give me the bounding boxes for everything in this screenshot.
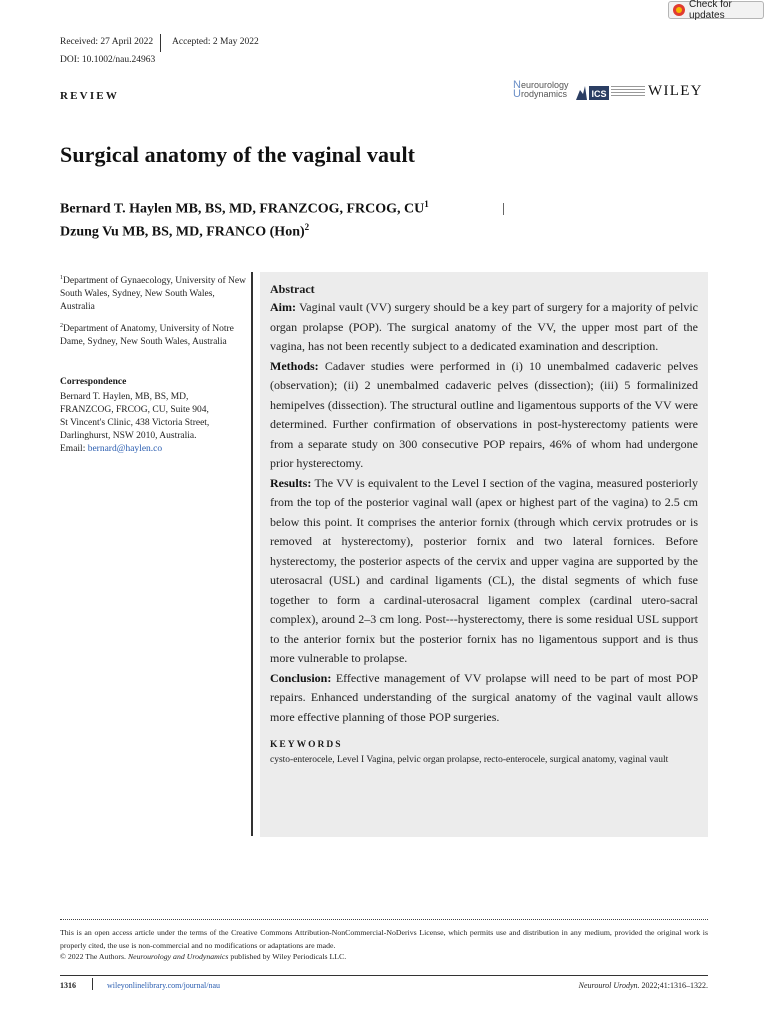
abstract-conclusion: [270, 669, 698, 728]
society-logo-lines: [611, 86, 645, 98]
abstract-results: [270, 474, 698, 669]
author-1: [60, 199, 429, 218]
correspondence-address: Bernard T. Haylen, MB, BS, MD, FRANZCOG, FRCOG, CU, Suite 904, St Vincent's Clinic, 438 Victoria Street, Darlinghurst, NSW 2010, Australia.: [60, 392, 210, 441]
doi: DOI: 10.1002/nau.24963: [60, 55, 156, 65]
abstract-box: [260, 272, 708, 837]
affiliation-2: [60, 320, 250, 349]
conclusion-text: Effective management of VV prolapse will need to be part of most POP repairs. Enhanced understanding of the surgical anatomy of the vaginal vault allows more effective planning of those POP surgeries.: [270, 670, 698, 724]
copyright: [60, 952, 346, 961]
affiliation-1: [60, 272, 250, 314]
aim-label: Aim:: [270, 300, 296, 314]
copyright-suffix: published by Wiley Periodicals LLC.: [228, 952, 347, 961]
footer-rule: [60, 975, 708, 976]
copyright-prefix: © 2022 The Authors.: [60, 952, 128, 961]
footer-divider: [60, 919, 708, 920]
citation-journal: Neurourol Urodyn.: [578, 981, 640, 990]
affiliation-text: Department of Anatomy, University of Notre Dame, Sydney, New South Wales, Australia: [60, 324, 234, 348]
aim-text: Vaginal vault (VV) surgery should be a key part of surgery for a majority of pelvic organ prolapse (POP). The surgical anatomy of the VV, the upper most part of the vagina, has not been recently subject to a dedicated examination and description.: [270, 300, 698, 353]
correspondence-heading: Correspondence: [60, 377, 127, 387]
citation-volume: 2022;41:1316–1322.: [639, 981, 708, 990]
article-title: Surgical anatomy of the vaginal vault: [60, 142, 416, 167]
email-link[interactable]: bernard@haylen.co: [87, 444, 163, 454]
keywords: cysto-enterocele, Level I Vagina, pelvic organ prolapse, recto-enterocele, surgical anatomy, vaginal vault: [270, 755, 669, 765]
divider: [160, 34, 161, 52]
results-text: The VV is equivalent to the Level I section of the vagina, measured posteriorly from the top of the posterior vaginal wall (apex or highest part of the vagina) to 2.5 cm below this point. It comprises the anterior fornix (through which cervix protrudes or is removed at hysterectomy), posterior fornix and two lateral fornices. Before hysterectomy, the posterior aspects of the cervix and upper vagina are supported by the uterosacral (USL) and cardinal ligaments (CL), the distal segments of which fuse together to form a cardinal-uterosacral ligament complex (cardinal utero-sacral complex), around 2–3 cm long. Post---hysterectomy, there is some residual USL support to the anterior fornix but the posterior fornix has no ligamentous support and is thus more vulnerable to prolapse.: [270, 475, 698, 665]
journal-logo-rest-1: eurourology: [520, 80, 569, 90]
accepted-date: Accepted: 2 May 2022: [172, 37, 259, 47]
journal-logo-rest-2: rodynamics: [520, 89, 567, 99]
abstract-heading: Abstract: [270, 282, 315, 296]
crossmark-icon: [673, 4, 685, 16]
copyright-journal: Neurourology and Urodynamics: [127, 952, 229, 961]
affiliation-number: 1: [60, 275, 63, 281]
conclusion-label: Conclusion:: [270, 670, 332, 685]
author-affiliation-ref: 2: [304, 222, 310, 232]
author-affiliation-ref: 1: [424, 199, 429, 209]
author-name: Dzung Vu MB, BS, MD, FRANCO (Hon): [60, 224, 305, 240]
society-logo: [575, 82, 645, 102]
divider: [503, 203, 504, 215]
methods-text: Cadaver studies were performed in (i) 10 unembalmed cadaveric pelves (observation); (ii) 2 unembalmed cadaveric pelves (dissection); (iii) 5 formalinized hemipelves (dissection). The structural outline and ligamentous supports of the VV were determined. Further confirmation of observations in post-hysterectomy patients were from a separate study on 300 consecutive POP repairs, 46% of whom had undergone prior hysterectomy.: [270, 358, 698, 470]
affiliation-text: Department of Gynaecology, University of New South Wales, Sydney, New South Wales, Australia: [60, 276, 246, 313]
publisher-logo: WILEY: [648, 83, 703, 99]
journal-url-link[interactable]: wileyonlinelibrary.com/journal/nau: [107, 981, 221, 990]
methods-label: Methods:: [270, 358, 319, 373]
society-logo-text: ICS: [591, 89, 607, 99]
page-number: 1316: [60, 981, 76, 990]
author-2: [60, 222, 309, 241]
column-divider: [251, 272, 253, 836]
check-for-updates-label: Check for updates: [689, 0, 732, 21]
journal-logo: [513, 81, 569, 103]
divider: [92, 978, 93, 990]
license-text: This is an open access article under the terms of the Creative Commons Attribution-NonCommercial-NoDerivs License, which permits use and distribution in any medium, provided the original work is properly cited, the use is non-commercial and no modifications or adaptations are made.: [60, 928, 708, 950]
section-label: REVIEW: [60, 90, 120, 102]
email-label: Email:: [60, 444, 88, 454]
keywords-heading: KEYWORDS: [270, 740, 343, 750]
abstract-aim: [270, 298, 698, 357]
abstract-methods: [270, 357, 698, 474]
journal-logo-initial-2: U: [513, 88, 521, 100]
received-date: Received: 27 April 2022: [60, 37, 154, 47]
check-for-updates-button[interactable]: [668, 1, 764, 19]
society-logo-mark: [575, 82, 611, 102]
correspondence-block: [60, 391, 250, 456]
author-name: Bernard T. Haylen MB, BS, MD, FRANZCOG, FRCOG, CU: [60, 201, 425, 217]
results-label: Results:: [270, 475, 312, 490]
journal-logo-initial-1: N: [513, 79, 521, 91]
citation: [579, 981, 708, 990]
affiliation-number: 2: [60, 323, 63, 329]
